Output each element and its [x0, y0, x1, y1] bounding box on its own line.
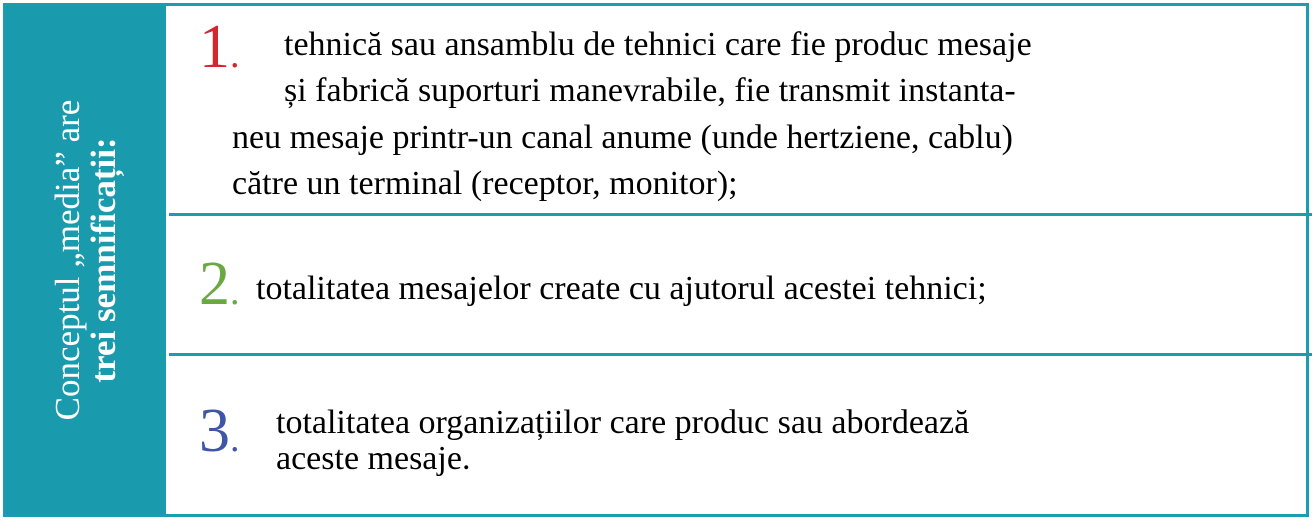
item-1-line-4: către un terminal (receptor, monitor);: [232, 165, 738, 202]
sidebar-panel: [6, 6, 166, 514]
sidebar-line-1: Conceptul „media” are: [48, 99, 87, 421]
definition-box: [3, 3, 1309, 517]
item-2-line-1: totalitatea mesajelor create cu ajutorul acestei tehnici;: [256, 270, 987, 307]
sidebar-caption: [50, 100, 122, 421]
item-number-3: 3.: [199, 397, 240, 465]
item-1-line-3: neu mesaje printr-un canal anume (unde hertziene, cablu): [232, 119, 1013, 156]
divider-1: [169, 213, 1312, 216]
item-1-line-1: tehnică sau ansamblu de tehnici care fie produc mesaje: [284, 26, 1032, 63]
item-3-line-1: totalitatea organizațiilor care produc sau abordează: [276, 404, 970, 441]
item-3-line-2: aceste mesaje.: [276, 440, 471, 477]
sidebar-line-2: trei semnificații:: [84, 137, 123, 383]
divider-2: [169, 353, 1312, 356]
item-1-line-2: și fabrică suporturi manevrabile, fie transmit instanta-: [284, 72, 1016, 109]
item-number-1: 1.: [199, 13, 240, 81]
item-number-2: 2.: [199, 250, 240, 318]
